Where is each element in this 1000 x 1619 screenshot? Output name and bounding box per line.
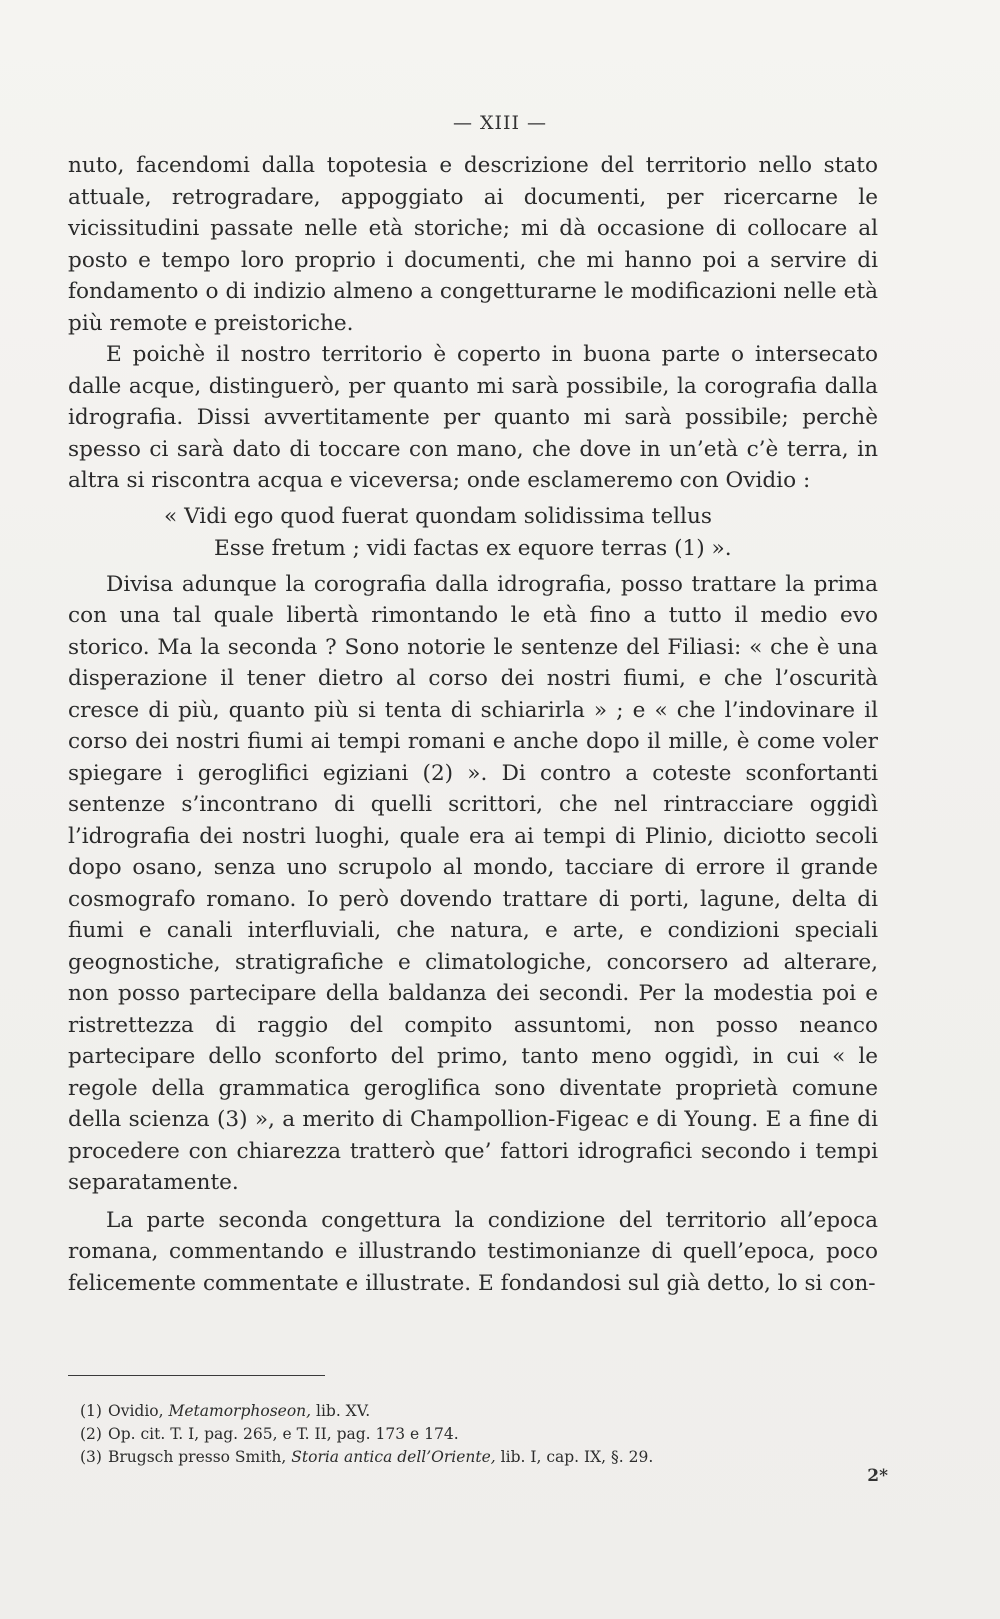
footnotes [80,1400,900,1469]
paragraph-part-two: La parte seconda congettura la condizione del territorio all’epoca romana, commentando e illustrando testimonianze di quell’epoca, poco felicemente commentate e illustrate. E fondandosi sul già detto, lo si con- [68,1207,878,1296]
paragraph-hydrography: E poichè il nostro territorio è coperto in buona parte o intersecato dalle acque, distinguerò, per quanto mi sarà possibile, la corografia dalla idrografia. Dissi avvertitamente per quanto mi sarà possibile; perchè spesso ci sarà dato di toccare con mano, che dove in un’età c’è terra, in altra si riscontra acqua e viceversa; onde esclameremo con Ovidio : [68,342,878,493]
footnote-2 [80,1423,900,1446]
ovid-quotation [68,501,878,565]
footnote-text: Op. cit. T. I, pag. 265, e T. II, pag. 173 e 174. [108,1425,459,1443]
footnote-number: (2) [80,1425,102,1443]
footnote-text-tail: lib. I, cap. IX, §. 29. [495,1448,654,1466]
quotation-line-1: « Vidi ego quod fuerat quondam solidissima tellus [164,503,712,529]
signature-mark: 2* [867,1466,888,1486]
footnote-text-tail: lib. XV. [311,1402,371,1420]
body-text [68,150,878,1299]
paragraph-continuation: nuto, facendomi dalla topotesia e descrizione del territorio nello stato attuale, retrogradare, appoggiato ai documenti, per ricercarne le vicissitudini passate nelle età storiche; mi dà occasione di collocare al posto e tempo loro proprio i documenti, che mi hanno poi a servire di fondamento o di indizio almeno a congetturarne le modificazioni nelle età più remote e preistoriche. [68,153,878,336]
footnote-text: Ovidio, [108,1402,169,1420]
footnote-italic-title: Storia antica dell’Oriente, [291,1448,496,1466]
page-number-header: — XIII — [452,112,548,134]
paragraph-corography: Divisa adunque la corografia dalla idrografia, posso trattare la prima con una tal quale libertà rimontando le età fino a tutto il medio evo storico. Ma la seconda ? Sono notorie le sentenze del Filiasi: « che è una disperazione il tener dietro al corso dei nostri fiumi, e che l’oscurità cresce di più, quanto più si tenta di schiarirla » ; e « che l’indovinare il corso dei nostri fiumi ai tempi romani e anche dopo il mille, è come voler spiegare i geroglifici egiziani (2) ». Di contro a coteste sconfortanti sentenze s’incontrano di quelli scrittori, che nel rintracciare oggidì l’idrografia dei nostri luoghi, quale era ai tempi di Plinio, diciotto secoli dopo osano, senza uno scrupolo al mondo, tacciare di errore il grande cosmografo romano. Io però dovendo trattare di porti, lagune, delta di fiumi e canali interfluviali, che natura, e arte, e condizioni speciali geognostiche, stratigrafiche e climatologiche, concorsero ad alterare, non posso partecipare della baldanza dei secondi. Per la modestia poi e ristrettezza di raggio del compito assuntomi, non posso neanco partecipare dello sconforto del primo, tanto meno oggidì, in cui « le regole della grammatica geroglifica sono diventate proprietà comune della scienza (3) », a merito di Champollion-Figeac e di Young. E a fine di procedere con chiarezza tratterò que’ fattori idrografici secondo i tempi separatamente. [68,571,878,1195]
quotation-line-2: Esse fretum ; vidi factas ex equore terras (1) ». [214,535,732,561]
footnote-text: Brugsch presso Smith, [108,1448,292,1466]
footnote-number: (1) [80,1402,102,1420]
footnote-italic-title: Metamorphoseon, [168,1402,312,1420]
footnote-divider [68,1375,325,1376]
footnote-1 [80,1400,900,1423]
footnote-number: (3) [80,1448,102,1466]
footnote-3 [80,1446,900,1469]
